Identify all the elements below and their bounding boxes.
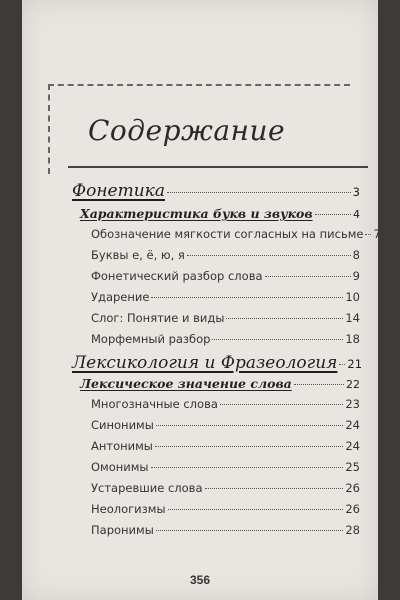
toc-page-number: 8	[352, 248, 360, 262]
toc-section[interactable]	[72, 181, 360, 201]
toc-leader-dots	[294, 384, 344, 385]
toc-leader-dots	[151, 467, 344, 468]
toc-page-number: 28	[345, 523, 360, 537]
toc-item-title: Многозначные слова	[91, 397, 218, 411]
toc-leader-dots	[151, 297, 343, 298]
toc-leader-dots	[339, 364, 345, 365]
page-title: Содержание	[88, 114, 286, 147]
toc-item[interactable]	[91, 248, 360, 262]
toc-item[interactable]	[91, 460, 360, 474]
toc-item-title: Синонимы	[91, 418, 154, 432]
toc-leader-dots	[365, 234, 371, 235]
toc-section-title: Фонетика	[72, 181, 165, 201]
toc-item-title: Ударение	[91, 290, 150, 304]
toc-item-title: Обозначение мягкости согласных на письме	[91, 227, 364, 241]
toc-leader-dots	[155, 446, 343, 447]
toc-subsection-title: Характеристика букв и звуков	[80, 206, 313, 221]
toc-leader-dots	[167, 192, 351, 193]
toc-item[interactable]	[91, 418, 360, 432]
toc-item[interactable]	[91, 397, 360, 411]
toc-subsection[interactable]	[80, 206, 360, 221]
toc-leader-dots	[156, 425, 344, 426]
toc-item[interactable]	[91, 311, 360, 325]
toc-item-title: Неологизмы	[91, 502, 166, 516]
toc-leader-dots	[156, 530, 344, 531]
toc-page-number: 24	[345, 418, 360, 432]
toc-item-title: Слог: Понятие и виды	[91, 311, 225, 325]
toc-page-number: 18	[345, 332, 360, 346]
toc-leader-dots	[212, 339, 343, 340]
toc-item[interactable]	[91, 227, 381, 241]
toc-leader-dots	[265, 276, 351, 277]
toc-leader-dots	[168, 509, 344, 510]
toc-item-title: Фонетический разбор слова	[91, 269, 263, 283]
toc-section[interactable]	[72, 353, 363, 373]
toc-page-number: 21	[347, 357, 363, 371]
toc-leader-dots	[220, 404, 343, 405]
toc-item[interactable]	[91, 502, 360, 516]
toc-page-number: 23	[345, 397, 360, 411]
toc-item[interactable]	[91, 523, 360, 537]
toc-page-number: 14	[345, 311, 360, 325]
toc-item-title: Омонимы	[91, 460, 149, 474]
toc-page-number: 9	[352, 269, 360, 283]
toc-item[interactable]	[91, 332, 360, 346]
toc-page-number: 22	[346, 378, 360, 391]
toc-page-number: 25	[345, 460, 360, 474]
toc-subsection-title: Лексическое значение слова	[80, 376, 292, 391]
toc-leader-dots	[205, 488, 344, 489]
toc-page-number: 7	[373, 227, 381, 241]
toc-section-title: Лексикология и Фразеология	[72, 353, 338, 373]
toc-item-title: Паронимы	[91, 523, 154, 537]
toc-leader-dots	[315, 214, 351, 215]
toc-item-title: Устаревшие слова	[91, 481, 203, 495]
toc-page-number: 4	[353, 208, 360, 221]
toc-item[interactable]	[91, 481, 360, 495]
page-number: 356	[189, 573, 211, 587]
toc-item-title: Буквы е, ё, ю, я	[91, 248, 185, 262]
toc-page-number: 10	[345, 290, 360, 304]
toc-page-number: 3	[352, 185, 360, 199]
toc-item[interactable]	[91, 269, 360, 283]
toc-item[interactable]	[91, 439, 360, 453]
toc-page-number: 24	[345, 439, 360, 453]
toc-page-number: 26	[345, 502, 360, 516]
toc-leader-dots	[187, 255, 351, 256]
toc-page-number: 26	[345, 481, 360, 495]
toc-item-title: Антонимы	[91, 439, 153, 453]
toc-leader-dots	[226, 318, 343, 319]
toc-item[interactable]	[91, 290, 360, 304]
toc-subsection[interactable]	[80, 376, 360, 391]
toc-item-title: Морфемный разбор	[91, 332, 211, 346]
